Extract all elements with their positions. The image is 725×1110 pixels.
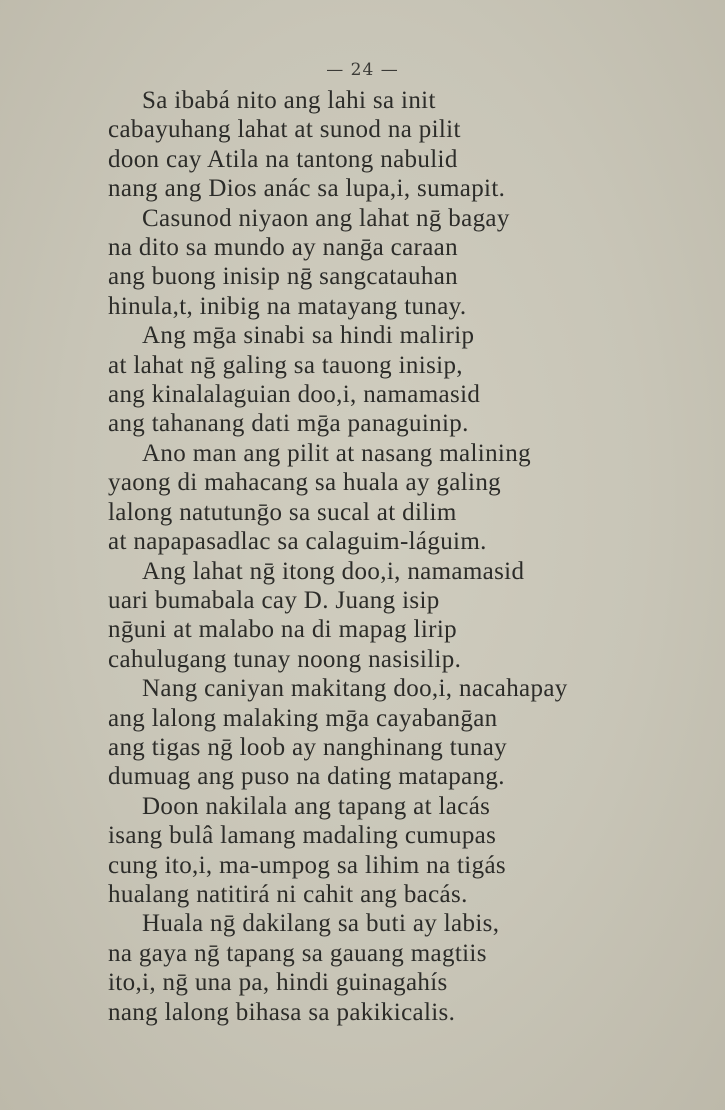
stanza [108,321,698,439]
verse-line: dumuag ang puso na dating matapang. [108,763,505,791]
verse-line: ang kinalalaguian doo,i, namamasid [108,381,481,409]
verse-line: ito,i, nḡ una pa, hindi guinagahís [108,969,448,997]
verse-line: isang bulâ lamang madaling cumupas [108,822,497,850]
verse-line: na dito sa mundo ay nanḡa caraan [108,234,458,262]
verse-line: hinula,t, inibig na matayang tunay. [108,292,467,320]
verse-line: cabayuhang lahat at sunod na pilit [108,116,461,144]
verse-line: nang ang Dios anác sa lupa,i, sumapit. [108,175,506,203]
stanza [108,792,698,910]
verse-line: lalong natutunḡo sa sucal at dilim [108,498,457,526]
verse-line: Ang mḡa sinabi sa hindi malirip [142,322,475,350]
page-number: — 24 — [326,60,399,80]
verse-line: na gaya nḡ tapang sa gauang magtiis [108,939,487,967]
poem-body [108,86,698,1027]
verse-line: Doon nakilala ang tapang at lacás [142,792,491,820]
verse-line: uari bumabala cay D. Juang isip [108,586,440,614]
verse-line: Ano man ang pilit at nasang malining [142,439,531,467]
verse-line: nang lalong bihasa sa pakikicalis. [108,998,456,1026]
verse-line: at lahat nḡ galing sa tauong inisip, [108,351,463,379]
stanza [108,674,698,792]
verse-line: doon cay Atila na tantong nabulid [108,145,458,173]
stanza [108,86,698,204]
verse-line: at napapasadlac sa calaguim-láguim. [108,528,487,556]
verse-line: ang tahanang dati mḡa panaguinip. [108,410,469,438]
verse-line: ang tigas nḡ loob ay nanghinang tunay [108,733,507,761]
stanza [108,557,698,675]
verse-line: cahulugang tunay noong nasisilip. [108,645,462,673]
verse-line: Ang lahat nḡ itong doo,i, namamasid [142,557,525,585]
verse-line: yaong di mahacang sa huala ay galing [108,469,502,497]
verse-line: ang buong inisip nḡ sangcatauhan [108,263,459,291]
verse-line: ang lalong malaking mḡa cayabanḡan [108,704,498,732]
verse-line: hualang natitirá ni cahit ang bacás. [108,880,468,908]
stanza [108,204,698,322]
verse-line: nḡuni at malabo na di mapag lirip [108,616,457,644]
verse-line: Huala nḡ dakilang sa buti ay labis, [142,910,500,938]
verse-line: Sa ibabá nito ang lahi sa init [142,87,436,114]
stanza [108,909,698,1027]
stanza [108,439,698,557]
verse-line: Nang caniyan makitang doo,i, nacahapay [142,675,568,703]
verse-line: Casunod niyaon ang lahat nḡ bagay [142,204,510,232]
verse-line: cung ito,i, ma-umpog sa lihim na tigás [108,851,506,879]
